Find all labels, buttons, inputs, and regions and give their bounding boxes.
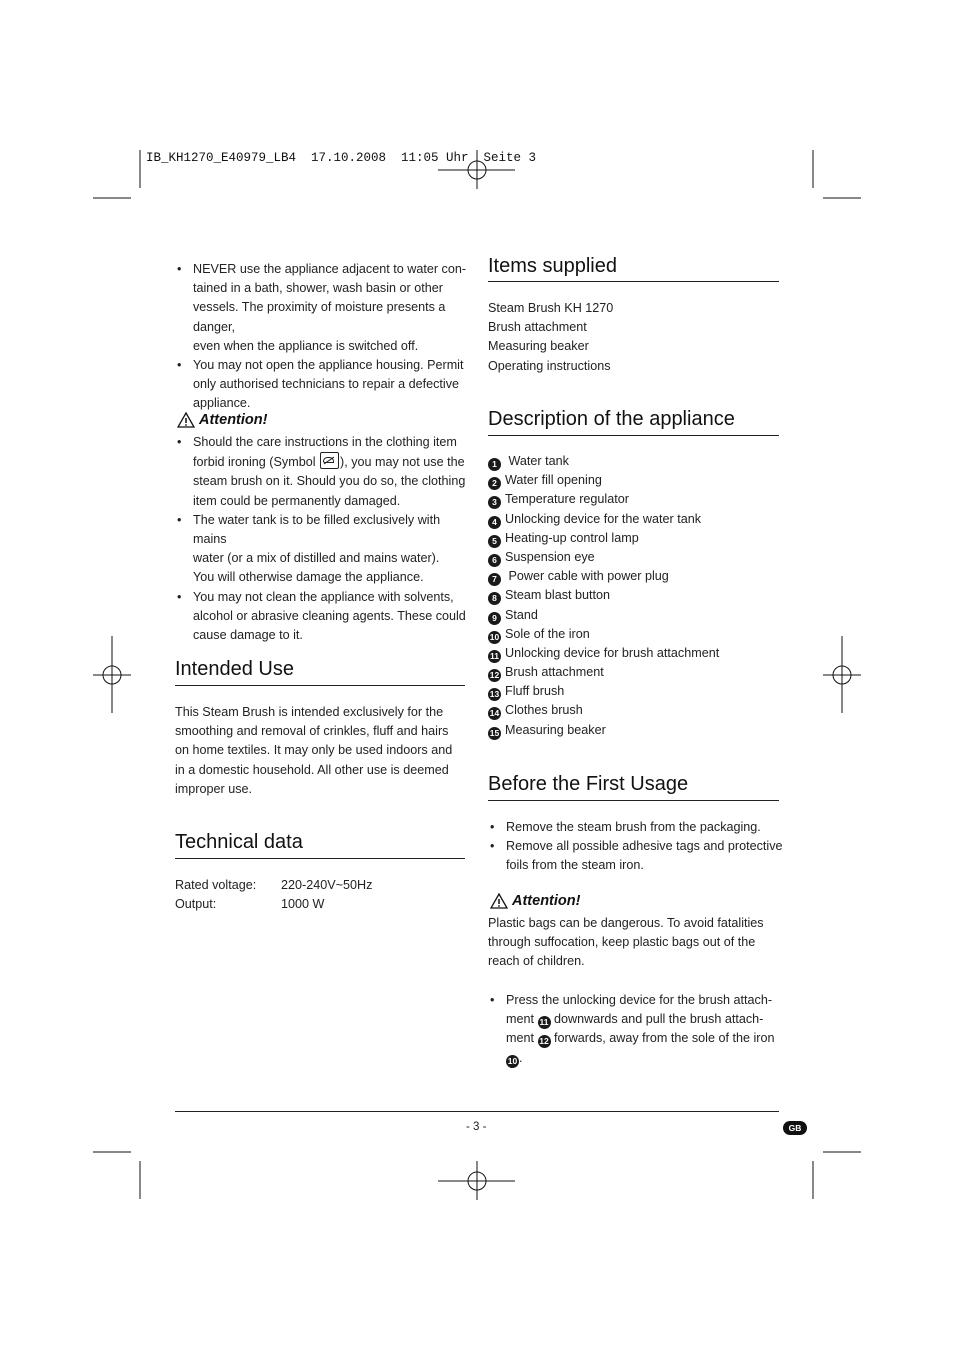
list-item <box>488 510 778 529</box>
unlock-instructions <box>488 991 788 1068</box>
part-number-badge: 4 <box>488 516 501 529</box>
list-item: Brush attachment <box>488 320 587 335</box>
intended-use-heading: Intended Use <box>175 658 294 680</box>
heading-rule <box>488 281 779 282</box>
description-heading: Description of the appliance <box>488 408 735 430</box>
part-number-badge: 7 <box>488 573 501 586</box>
warning-icon <box>177 412 195 428</box>
attention-label: Attention! <box>512 893 581 909</box>
list-item <box>175 356 470 414</box>
list-item <box>488 701 778 720</box>
part-label: Measuring beaker <box>505 722 606 737</box>
list-item <box>488 625 778 644</box>
bullet-text: Press the unlocking device for the brush attach- ment <box>506 993 773 1027</box>
part-label: Unlocking device for brush attachment <box>505 645 720 660</box>
no-ironing-icon <box>320 452 339 469</box>
part-number-badge: 8 <box>488 592 501 605</box>
list-item: Measuring beaker <box>488 339 589 354</box>
part-label: Temperature regulator <box>505 492 629 507</box>
table-row <box>175 876 465 895</box>
part-label: Sole of the iron <box>505 626 590 641</box>
bullet-text: You may not clean the appliance with solvents, alcohol or abrasive cleaning agents. These could cause damage to it. <box>193 589 466 643</box>
list-item <box>488 663 778 682</box>
part-label: Heating-up control lamp <box>505 530 639 545</box>
bullet-text: downwards and pull the brush attach- ment <box>506 1012 764 1046</box>
bullet-text: . <box>519 1050 523 1065</box>
country-badge: GB <box>783 1121 807 1135</box>
spec-label: Rated voltage: <box>175 878 257 892</box>
safety-list <box>175 260 470 414</box>
bullet-text: ), you may not use the steam brush on it. Should you do so, the clothing item could be permanently damaged. <box>193 455 466 508</box>
part-label: Fluff brush <box>505 684 565 699</box>
attention-label: Attention! <box>199 412 268 428</box>
part-label: Water tank <box>505 454 569 468</box>
list-item <box>488 837 783 875</box>
list-item: Operating instructions <box>488 358 611 373</box>
list-item <box>175 260 470 356</box>
part-label: Steam blast button <box>505 588 611 603</box>
part-number-badge: 13 <box>489 689 500 700</box>
table-row <box>175 895 465 914</box>
attention-heading-left <box>177 412 267 428</box>
part-number-badge: 12 <box>539 1036 549 1047</box>
items-supplied-heading: Items supplied <box>488 255 617 277</box>
list-item <box>175 588 470 646</box>
list-item <box>488 644 778 663</box>
list-item <box>175 511 470 588</box>
list-item <box>488 471 778 490</box>
part-number-badge: 2 <box>488 477 501 490</box>
part-number-badge: 6 <box>488 554 501 567</box>
list-item <box>488 490 778 509</box>
list-item <box>488 818 783 837</box>
technical-data-heading: Technical data <box>175 831 303 853</box>
heading-rule <box>175 685 465 686</box>
warning-icon <box>490 893 508 909</box>
list-item <box>488 682 778 701</box>
attention-heading-right <box>490 893 580 909</box>
part-label: Unlocking device for the water tank <box>505 511 702 526</box>
part-number-badge: 12 <box>489 670 500 681</box>
part-number-badge: 15 <box>489 727 500 738</box>
part-number-badge: 10 <box>489 631 500 642</box>
bullet-text: Remove the steam brush from the packaging. <box>506 820 761 834</box>
list-item <box>488 991 788 1068</box>
part-label: Power cable with power plug <box>505 569 669 584</box>
part-label: Stand <box>505 607 538 622</box>
bullet-text: Remove all possible adhesive tags and protective foils from the steam iron. <box>506 839 783 873</box>
first-usage-heading: Before the First Usage <box>488 773 689 795</box>
part-label: Brush attachment <box>505 665 604 680</box>
list-item <box>488 606 778 625</box>
list-item: Steam Brush KH 1270 <box>488 301 614 315</box>
print-slug: IB_KH1270_E40979_LB4 17.10.2008 11:05 Uhr Seite 3 <box>146 151 537 165</box>
technical-data-table <box>175 876 465 914</box>
heading-rule <box>175 858 465 859</box>
part-number-badge: 11 <box>490 650 499 661</box>
part-number-badge: 3 <box>488 496 501 509</box>
attention-text: Plastic bags can be dangerous. To avoid fatalities through suffocation, keep plastic bags out of the reach of children. <box>488 916 764 969</box>
first-usage-list <box>488 818 783 876</box>
intended-use-text: This Steam Brush is intended exclusively for the smoothing and removal of crinkles, fluff and hairs on home textiles. It may only be used indoors and in a domestic household. All other use is deemed improper use. <box>175 705 453 796</box>
part-number-badge: 11 <box>539 1017 549 1028</box>
bullet-text: The water tank is to be filled exclusively with mains water (or a mix of distilled and mains water). You will otherwise damage the appliance. <box>193 512 441 585</box>
part-label: Clothes brush <box>505 703 583 718</box>
page-number: - 3 - <box>466 1121 487 1133</box>
parts-list <box>488 452 778 740</box>
part-number-badge: 9 <box>488 612 501 625</box>
part-number-badge: 14 <box>489 708 500 719</box>
items-supplied-list <box>488 299 778 376</box>
list-item <box>488 586 778 605</box>
heading-rule <box>488 435 779 436</box>
list-item <box>488 529 778 548</box>
part-number-badge: 10 <box>507 1055 518 1066</box>
list-item <box>488 567 778 586</box>
spec-label: Output: <box>175 897 217 912</box>
list-item <box>488 452 778 471</box>
part-number-badge: 5 <box>488 535 501 548</box>
part-label: Water fill opening <box>505 473 602 488</box>
part-label: Suspension eye <box>505 549 595 564</box>
footer-rule <box>175 1111 779 1112</box>
list-item <box>175 433 470 511</box>
attention-list-left <box>175 433 470 645</box>
bullet-text: You may not open the appliance housing. Permit only authorised technicians to repair a defective appliance. <box>193 358 464 411</box>
bullet-text: NEVER use the appliance adjacent to water con- tained in a bath, shower, wash basin or other vessels. The proximity of moisture presents a danger, even when the appliance is switched off. <box>193 262 467 353</box>
part-number-badge: 1 <box>488 458 501 471</box>
list-item <box>488 721 778 740</box>
list-item <box>488 548 778 567</box>
bullet-text: Should the care instructions in the clothing item forbid ironing (Symbol <box>193 435 457 470</box>
spec-value: 220-240V~50Hz <box>281 878 373 892</box>
spec-value: 1000 W <box>281 897 325 912</box>
heading-rule <box>488 800 779 801</box>
bullet-text: forwards, away from the sole of the iron <box>550 1031 775 1046</box>
